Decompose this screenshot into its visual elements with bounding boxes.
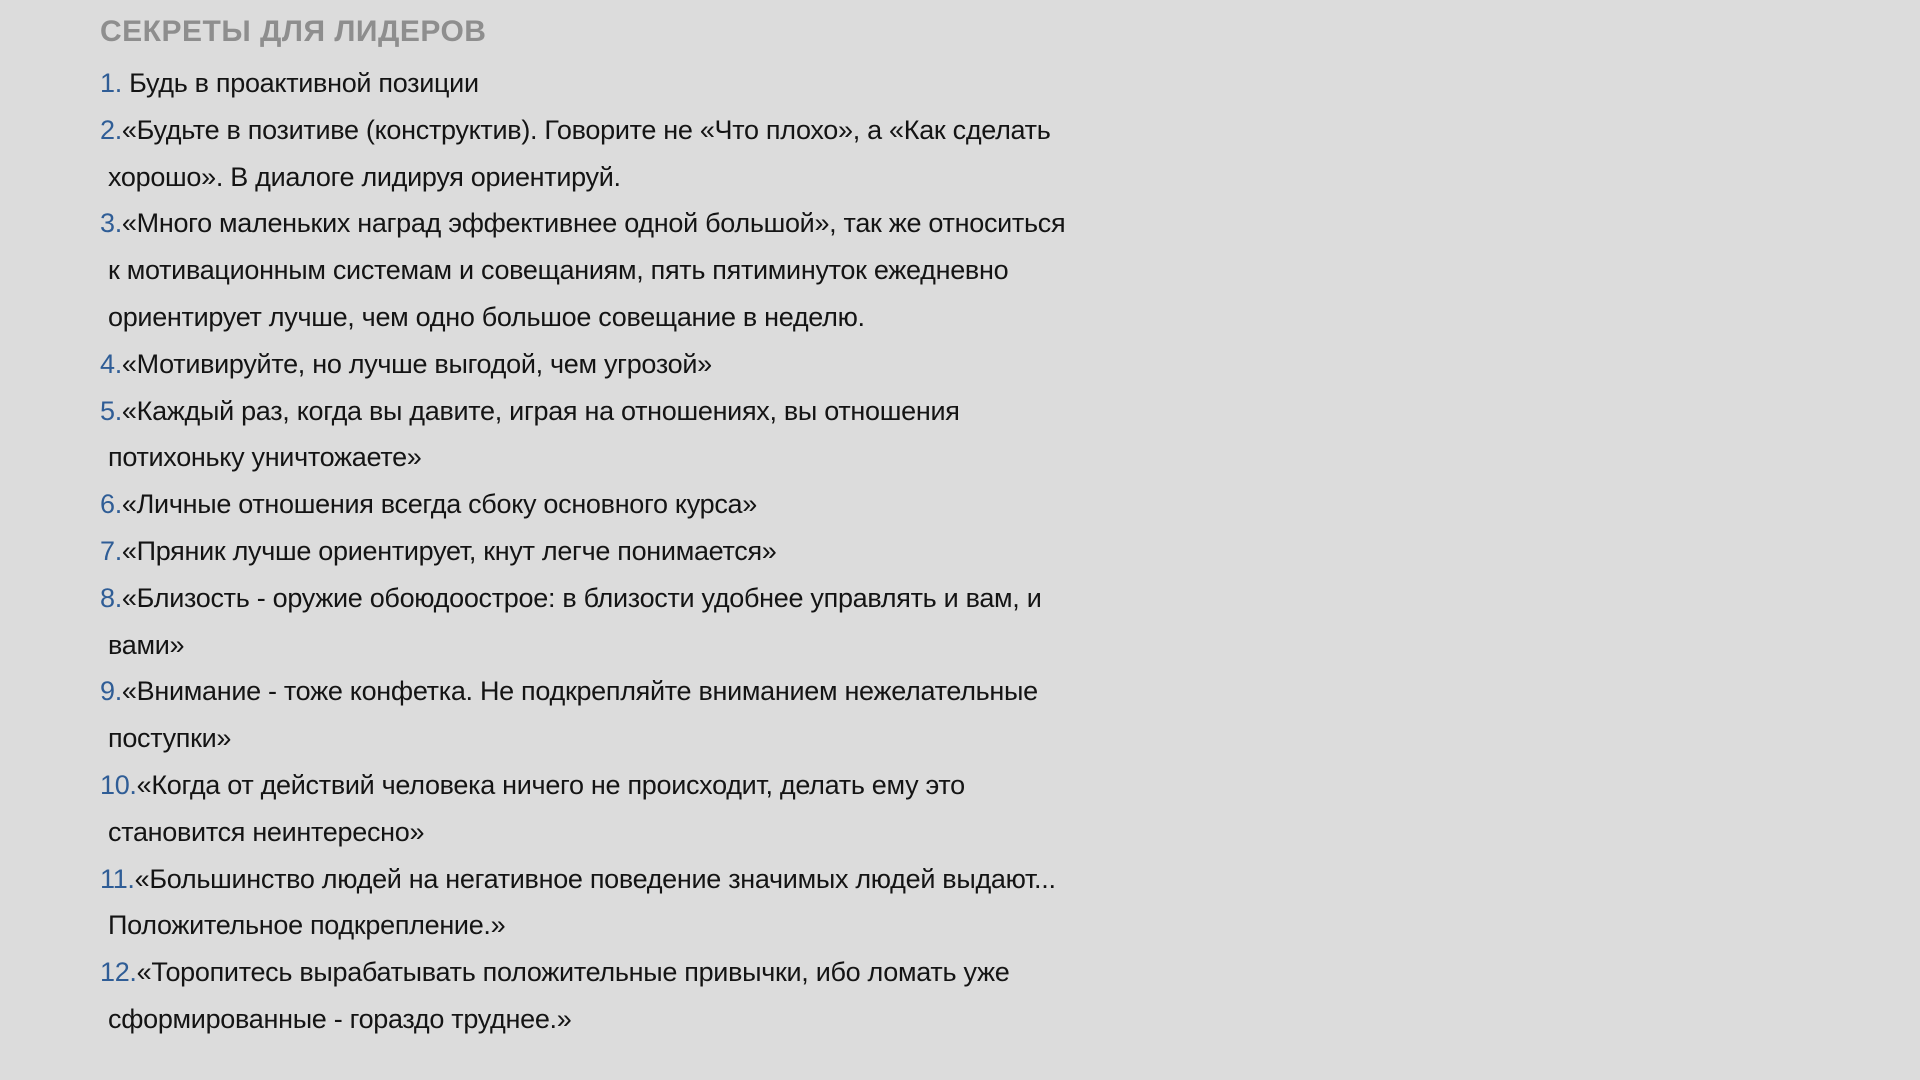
item-continuation: потихоньку уничтожаете» (108, 442, 422, 473)
item-text: «Пряник лучше ориентирует, кнут легче понимается» (121, 535, 777, 566)
item-first-line (100, 856, 1160, 903)
item-number: 3. (100, 208, 122, 239)
item-continuation: Положительное подкрепление.» (108, 910, 506, 941)
list-item (100, 200, 1160, 340)
item-first-line (100, 388, 1160, 435)
list-item (100, 575, 1160, 669)
item-continuation: к мотивационным системам и совещаниям, пять пятиминуток ежедневно (108, 255, 1009, 286)
list-item (100, 668, 1160, 762)
item-number: 9. (100, 676, 122, 707)
item-text: «Когда от действий человека ничего не происходит, делать ему это (136, 769, 965, 800)
item-continuation: становится неинтересно» (108, 816, 425, 847)
item-text: «Много маленьких наград эффективнее одной большой», так же относиться (121, 208, 1066, 239)
item-text: «Торопитесь вырабатывать положительные привычки, ибо ломать уже (136, 957, 1010, 988)
item-first-line (100, 762, 1160, 809)
item-first-line (100, 949, 1160, 996)
item-first-line (100, 528, 1160, 575)
item-continuation: хорошо». В диалоге лидируя ориентируй. (108, 161, 621, 192)
item-text: «Личные отношения всегда сбоку основного курса» (121, 489, 757, 520)
item-text: «Каждый раз, когда вы давите, играя на отношениях, вы отношения (121, 395, 960, 426)
item-first-line (100, 107, 1160, 154)
item-first-line (100, 60, 1160, 107)
item-first-line (100, 668, 1160, 715)
item-number: 12. (100, 957, 137, 988)
page-title: СЕКРЕТЫ ДЛЯ ЛИДЕРОВ (100, 15, 487, 48)
item-continuation: сформированные - гораздо труднее.» (108, 1003, 572, 1034)
item-first-line (100, 200, 1160, 247)
item-number: 7. (100, 535, 122, 566)
list-item (100, 341, 1160, 388)
item-continuation: ориентирует лучше, чем одно большое совещание в неделю. (108, 301, 865, 332)
item-text: «Близость - оружие обоюдоострое: в близости удобнее управлять и вам, и (121, 582, 1042, 613)
item-text: «Внимание - тоже конфетка. Не подкрепляйте вниманием нежелательные (121, 676, 1038, 707)
item-number: 6. (100, 489, 122, 520)
item-number: 4. (100, 348, 122, 379)
item-number: 5. (100, 395, 122, 426)
item-first-line (100, 481, 1160, 528)
secrets-list (100, 60, 1160, 1043)
list-item (100, 762, 1160, 856)
item-continuation: вами» (108, 629, 185, 660)
list-item (100, 949, 1160, 1043)
list-item (100, 528, 1160, 575)
list-item (100, 856, 1160, 950)
item-text: «Большинство людей на негативное поведение значимых людей выдают... (134, 863, 1056, 894)
item-continuation: поступки» (108, 723, 232, 754)
item-number: 1. (100, 68, 122, 98)
list-item (100, 107, 1160, 201)
item-first-line (100, 341, 1160, 388)
item-text: «Будьте в позитиве (конструктив). Говорите не «Что плохо», а «Как сделать (121, 114, 1051, 145)
item-number: 8. (100, 582, 122, 613)
item-first-line (100, 575, 1160, 622)
item-number: 10. (100, 769, 137, 800)
item-number: 2. (100, 114, 122, 145)
item-number: 11. (100, 863, 135, 894)
item-text: «Мотивируйте, но лучше выгодой, чем угрозой» (121, 348, 712, 379)
item-text: Будь в проактивной позиции (129, 68, 479, 98)
list-item (100, 60, 1160, 107)
list-item (100, 481, 1160, 528)
list-item (100, 388, 1160, 482)
